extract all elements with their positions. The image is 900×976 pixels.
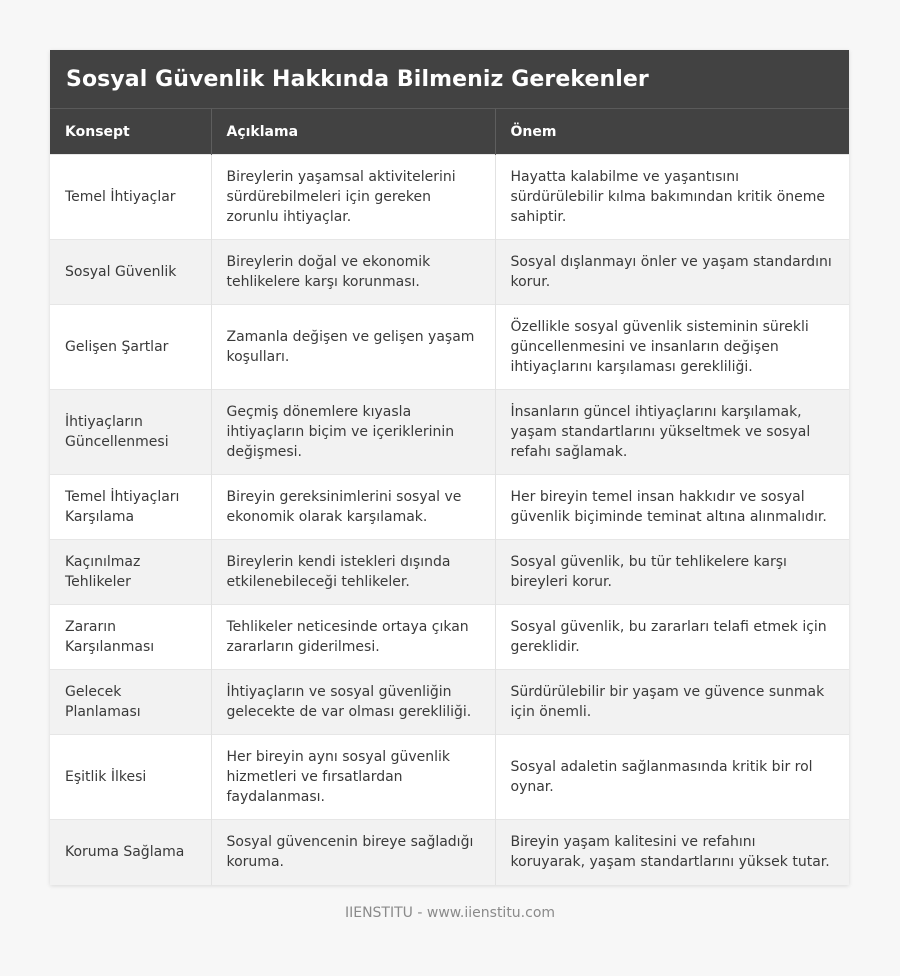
column-header-konsept: Konsept bbox=[50, 109, 211, 155]
table-row bbox=[50, 605, 849, 670]
table-body bbox=[50, 155, 849, 885]
concept-cell: Kaçınılmaz Tehlikeler bbox=[50, 540, 211, 605]
concept-cell: Eşitlik İlkesi bbox=[50, 735, 211, 820]
concept-cell: Gelecek Planlaması bbox=[50, 670, 211, 735]
footer-credit: IIENSTITU - www.iienstitu.com bbox=[344, 905, 556, 921]
page-title: Sosyal Güvenlik Hakkında Bilmeniz Gerekenler bbox=[66, 66, 649, 92]
header-row bbox=[50, 109, 849, 155]
table-row bbox=[50, 240, 849, 305]
description-cell: Geçmiş dönemlere kıyasla ihtiyaçların biçim ve içeriklerinin değişmesi. bbox=[211, 390, 495, 475]
description-cell: Her bireyin aynı sosyal güvenlik hizmetleri ve fırsatlardan faydalanması. bbox=[211, 735, 495, 820]
concept-cell: Sosyal Güvenlik bbox=[50, 240, 211, 305]
table-header bbox=[50, 109, 849, 155]
description-cell: Tehlikeler neticesinde ortaya çıkan zararların giderilmesi. bbox=[211, 605, 495, 670]
table-row bbox=[50, 540, 849, 605]
info-table bbox=[50, 109, 849, 885]
description-cell: Bireyin gereksinimlerini sosyal ve ekonomik olarak karşılamak. bbox=[211, 475, 495, 540]
importance-cell: Özellikle sosyal güvenlik sisteminin sürekli güncellenmesini ve insanların değişen ihtiyaçlarını karşılaması gerekliliği. bbox=[495, 305, 849, 390]
table-row bbox=[50, 475, 849, 540]
importance-cell: Sosyal adaletin sağlanmasında kritik bir rol oynar. bbox=[495, 735, 849, 820]
concept-cell: Temel İhtiyaçları Karşılama bbox=[50, 475, 211, 540]
description-cell: İhtiyaçların ve sosyal güvenliğin gelecekte de var olması gerekliliği. bbox=[211, 670, 495, 735]
table-row bbox=[50, 390, 849, 475]
info-table-card bbox=[50, 50, 849, 885]
table-title-bar bbox=[50, 50, 849, 109]
concept-cell: Zararın Karşılanması bbox=[50, 605, 211, 670]
description-cell: Bireylerin doğal ve ekonomik tehlikelere karşı korunması. bbox=[211, 240, 495, 305]
importance-cell: Sosyal güvenlik, bu zararları telafi etmek için gereklidir. bbox=[495, 605, 849, 670]
column-header-onem: Önem bbox=[495, 109, 849, 155]
column-header-aciklama: Açıklama bbox=[211, 109, 495, 155]
concept-cell: Koruma Sağlama bbox=[50, 820, 211, 885]
table-row bbox=[50, 820, 849, 885]
importance-cell: Bireyin yaşam kalitesini ve refahını koruyarak, yaşam standartlarını yüksek tutar. bbox=[495, 820, 849, 885]
importance-cell: İnsanların güncel ihtiyaçlarını karşılamak, yaşam standartlarını yükseltmek ve sosyal refahı sağlamak. bbox=[495, 390, 849, 475]
description-cell: Bireylerin yaşamsal aktivitelerini sürdürebilmeleri için gereken zorunlu ihtiyaçlar. bbox=[211, 155, 495, 240]
table-row bbox=[50, 735, 849, 820]
importance-cell: Her bireyin temel insan hakkıdır ve sosyal güvenlik biçiminde teminat altına alınmalıdır. bbox=[495, 475, 849, 540]
concept-cell: Gelişen Şartlar bbox=[50, 305, 211, 390]
description-cell: Sosyal güvencenin bireye sağladığı koruma. bbox=[211, 820, 495, 885]
importance-cell: Sosyal dışlanmayı önler ve yaşam standardını korur. bbox=[495, 240, 849, 305]
table-row bbox=[50, 670, 849, 735]
importance-cell: Hayatta kalabilme ve yaşantısını sürdürülebilir kılma bakımından kritik öneme sahiptir. bbox=[495, 155, 849, 240]
importance-cell: Sürdürülebilir bir yaşam ve güvence sunmak için önemli. bbox=[495, 670, 849, 735]
table-row bbox=[50, 155, 849, 240]
description-cell: Bireylerin kendi istekleri dışında etkilenebileceği tehlikeler. bbox=[211, 540, 495, 605]
table-row bbox=[50, 305, 849, 390]
concept-cell: Temel İhtiyaçlar bbox=[50, 155, 211, 240]
importance-cell: Sosyal güvenlik, bu tür tehlikelere karşı bireyleri korur. bbox=[495, 540, 849, 605]
concept-cell: İhtiyaçların Güncellenmesi bbox=[50, 390, 211, 475]
description-cell: Zamanla değişen ve gelişen yaşam koşulları. bbox=[211, 305, 495, 390]
